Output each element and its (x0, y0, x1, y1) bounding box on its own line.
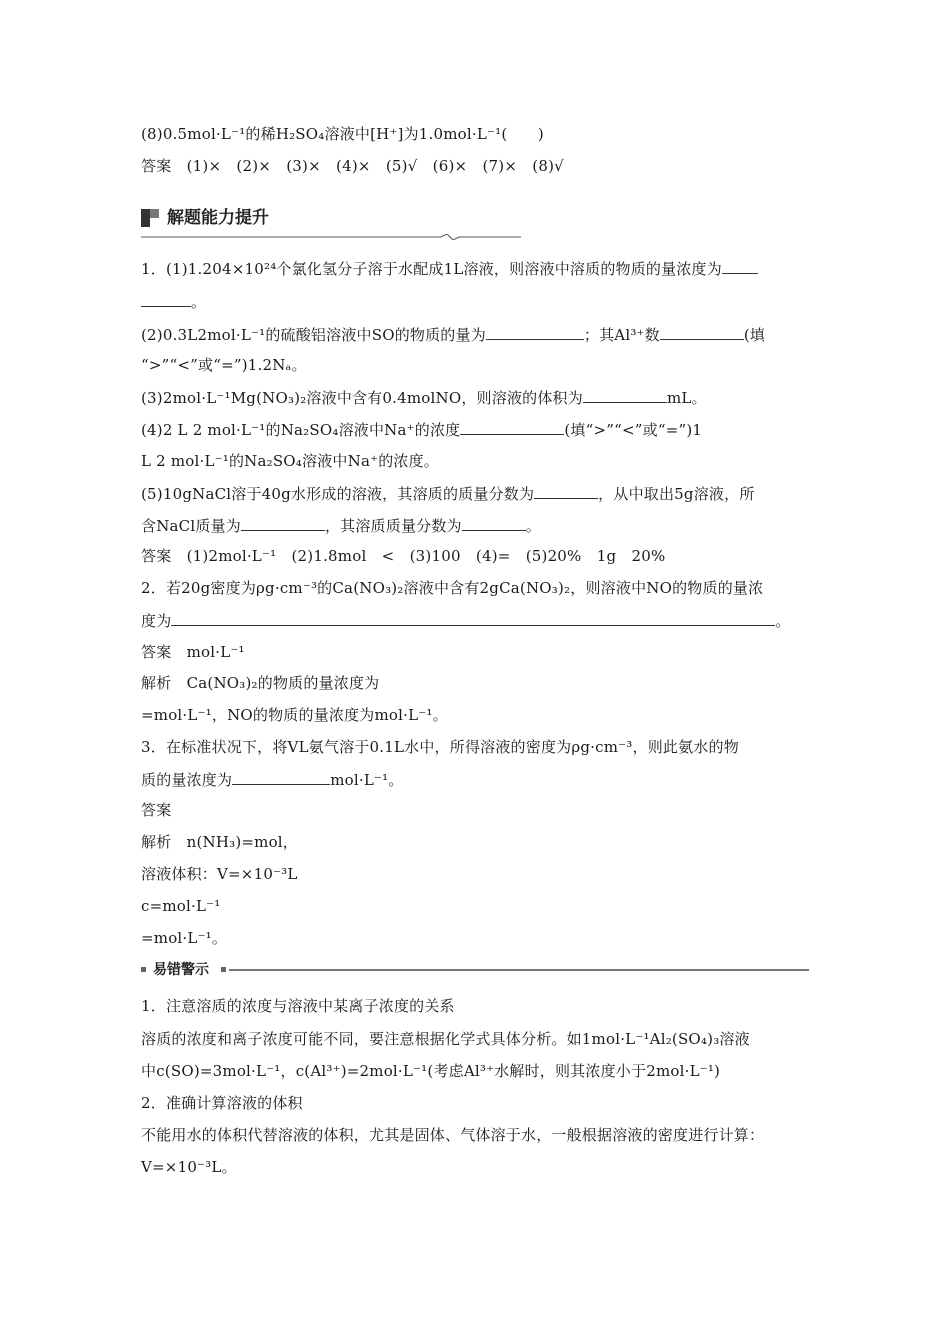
text: (填“>”“<”或“=”)1 (564, 421, 703, 439)
answer-blank (241, 515, 325, 531)
bullet-icon (221, 967, 226, 972)
text: mol·L⁻¹。 (330, 771, 404, 789)
text: 质的量浓度为 (141, 771, 233, 789)
q1-part5-cont (141, 515, 541, 536)
q1-part1-text: 1．(1)1.204×10²⁴个氯化氢分子溶于水配成1L溶液，则溶液中溶质的物质的量浓度为 (141, 260, 722, 278)
text: 。 (525, 517, 541, 535)
warning-tip-2a: 不能用水的体积代替溶液的体积，尤其是固体、气体溶于水，一般根据溶液的密度进行计算： (141, 1126, 765, 1144)
question-8: (8)0.5mol·L⁻¹的稀H₂SO₄溶液中[H⁺]为1.0mol·L⁻¹( ) (141, 125, 544, 143)
q1-part1-cont (141, 291, 206, 312)
text: 。 (775, 612, 791, 630)
q1-part2-cont: “>”“<”或“=”)1.2Nₐ。 (141, 356, 307, 374)
q1-part3 (141, 387, 707, 408)
text: (2)0.3L2mol·L⁻¹的硫酸铝溶液中SO的物质的量为 (141, 326, 486, 344)
section-marker-icon-part (141, 218, 150, 227)
answer-blank (534, 483, 598, 499)
answer-blank (171, 610, 775, 626)
answer-blank (232, 769, 330, 785)
answer-blank (583, 387, 667, 403)
text: mL。 (666, 389, 707, 407)
q1-answer: 答案 (1)2mol·L⁻¹ (2)1.8mol < (3)100 (4)= (5)20% 1g 20% (141, 547, 666, 565)
warning-tip-1: 1．注意溶质的浓度与溶液中某离子浓度的关系 (141, 997, 455, 1015)
q3-line1: 3．在标准状况下，将VL氨气溶于0.1L水中，所得溶液的密度为ρg·cm⁻³，则此氨水的物 (141, 738, 739, 756)
q1-part5 (141, 483, 755, 504)
answer-blank (486, 324, 584, 340)
q3-analysis-2: 溶液体积：V=×10⁻³L (141, 865, 298, 883)
bullet-icon (141, 967, 146, 972)
q3-line2 (141, 769, 404, 790)
section-underline (141, 234, 521, 240)
warning-title: 易错警示 (153, 962, 209, 978)
section-title: 解题能力提升 (167, 208, 269, 228)
text: 度为 (141, 612, 172, 630)
q3-analysis-1: 解析 n(NH₃)=mol， (141, 833, 299, 851)
answer-blank (460, 419, 564, 435)
q3-analysis-3: c=mol·L⁻¹ (141, 897, 221, 915)
text: ；其Al³⁺数 (583, 326, 660, 344)
warning-tip-1b: 中c(SO)=3mol·L⁻¹，c(Al³⁺)=2mol·L⁻¹(考虑Al³⁺水解时，则其浓度小于2mol·L⁻¹) (141, 1062, 721, 1080)
q3-answer: 答案 (141, 801, 172, 819)
text: 含NaCl质量为 (141, 517, 241, 535)
text: ，其溶质质量分数为 (324, 517, 462, 535)
answer-blank (462, 515, 526, 531)
text: (5)10gNaCl溶于40g水形成的溶液，其溶质的质量分数为 (141, 485, 535, 503)
section-header (141, 205, 521, 237)
q2-analysis-cont: =mol·L⁻¹，NO的物质的量浓度为mol·L⁻¹。 (141, 706, 448, 724)
text: (3)2mol·L⁻¹Mg(NO₃)₂溶液中含有0.4molNO，则溶液的体积为 (141, 389, 583, 407)
section-marker-icon (141, 209, 150, 218)
q2-answer: 答案 mol·L⁻¹ (141, 643, 245, 661)
answer-blank (722, 258, 758, 274)
q1-part4 (141, 419, 702, 440)
answer-blank (660, 324, 744, 340)
warning-rule (229, 969, 809, 971)
text: (4)2 L 2 mol·L⁻¹的Na₂SO₄溶液中Na⁺的浓度 (141, 421, 461, 439)
warning-tip-1a: 溶质的浓度和离子浓度可能不同，要注意根据化学式具体分析。如1mol·L⁻¹Al₂(SO₄)₃溶液 (141, 1030, 750, 1048)
q2-analysis: 解析 Ca(NO₃)₂的物质的量浓度为 (141, 674, 380, 692)
text: (填 (743, 326, 766, 344)
text: ，从中取出5g溶液，所 (598, 485, 755, 503)
answer-blank (141, 291, 191, 307)
warning-tip-2: 2．准确计算溶液的体积 (141, 1094, 303, 1112)
q2-line1: 2．若20g密度为ρg·cm⁻³的Ca(NO₃)₂溶液中含有2gCa(NO₃)₂，则溶液中NO的物质的量浓 (141, 579, 764, 597)
q2-line2 (141, 610, 791, 631)
q3-analysis-4: =mol·L⁻¹。 (141, 929, 228, 947)
answer-line: 答案 (1)× (2)× (3)× (4)× (5)√ (6)× (7)× (8)√ (141, 157, 564, 175)
warning-tip-2b: V=×10⁻³L。 (141, 1158, 237, 1176)
text: 。 (191, 293, 207, 311)
warning-header (141, 960, 809, 980)
section-marker-icon-part (150, 209, 159, 218)
q1-part4-cont: L 2 mol·L⁻¹的Na₂SO₄溶液中Na⁺的浓度。 (141, 452, 440, 470)
q1-part1 (141, 258, 758, 279)
q1-part2 (141, 324, 765, 345)
